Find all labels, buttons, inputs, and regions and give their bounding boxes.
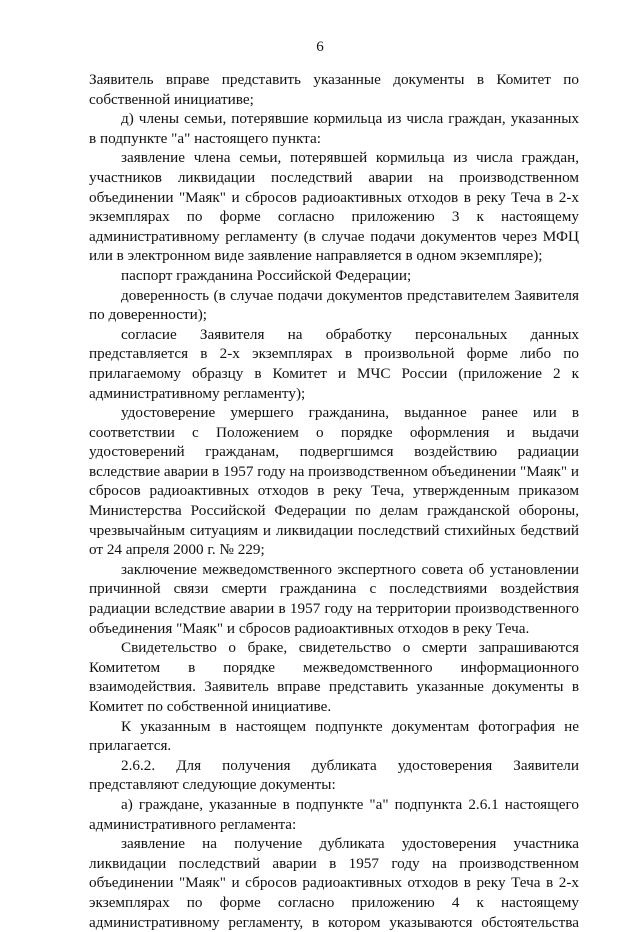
paragraph-personal-data-consent: согласие Заявителя на обработку персональных данных представляется в 2-х экземплярах в произвольной форме либо по прилагаемому образцу в Комитет и МЧС России (приложение 2 к административному регламенту);: [89, 325, 579, 402]
paragraph-no-photo: К указанным в настоящем подпункте документам фотография не прилагается.: [89, 717, 579, 755]
document-body: [89, 70, 579, 932]
page-number: 6: [316, 39, 324, 55]
paragraph-family-application: заявление члена семьи, потерявшей кормильца из числа граждан, участников ликвидации последствий аварии на производственном объединении "Маяк" и сбросов радиоактивных отходов в реку Теча в 2-х экземплярах по форме согласно приложению 3 к настоящему административному регламенту (в случае подачи документов через МФЦ или в электронном виде заявление направляется в одном экземпляре);: [89, 149, 579, 265]
paragraph-passport: паспорт гражданина Российской Федерации;: [121, 266, 412, 284]
paragraph-section-2-6-2: 2.6.2. Для получения дубликата удостоверения Заявители представляют следующие документы:: [89, 756, 579, 794]
paragraph-deceased-certificate: удостоверение умершего гражданина, выданное ранее или в соответствии с Положением о порядке оформления и выдачи удостоверений гражданам, подвергшимся воздействию радиации вследствие аварии в 1957 году на производственном объединении "Маяк" и сбросов радиоактивных отходов в реку Теча, утвержденным приказом Министерства Российской Федерации по делам гражданской обороны, чрезвычайным ситуациям и ликвидации последствий стихийных бедствий от 24 апреля 2000 г. № 229;: [89, 404, 579, 559]
paragraph-expert-council-conclusion: заключение межведомственного экспертного совета об установлении причинной связи смерти гражданина с последствиями воздействия радиации вследствие аварии в 1957 году на территории производственного объединения "Маяк" и сбросов радиоактивных отходов в реку Теча.: [89, 560, 579, 637]
paragraph-marriage-death-certificates: Свидетельство о браке, свидетельство о смерти запрашиваются Комитетом в порядке межведомственного информационного взаимодействия. Заявитель вправе представить указанные документы в Комитет по собственной инициативе.: [89, 639, 579, 715]
paragraph-citizens-subpoint-a: а) граждане, указанные в подпункте "а" подпункта 2.6.1 настоящего административного регламента:: [89, 795, 579, 833]
paragraph-duplicate-application: заявление на получение дубликата удостоверения участника ликвидации последствий аварии в 1957 году на производственном объединении "Маяк" и сбросов радиоактивных отходов в реку Теча в 2-х экземплярах по форме согласно приложению 4 к настоящему административному регламенту, в котором указываются обстоятельства: [89, 835, 579, 931]
paragraph-power-of-attorney: доверенность (в случае подачи документов представителем Заявителя по доверенности);: [89, 286, 579, 324]
paragraph-applicant-initiative: Заявитель вправе представить указанные документы в Комитет по собственной инициативе;: [89, 71, 579, 108]
paragraph-family-members: д) члены семьи, потерявшие кормильца из числа граждан, указанных в подпункте "а" настоящего пункта:: [89, 110, 579, 147]
